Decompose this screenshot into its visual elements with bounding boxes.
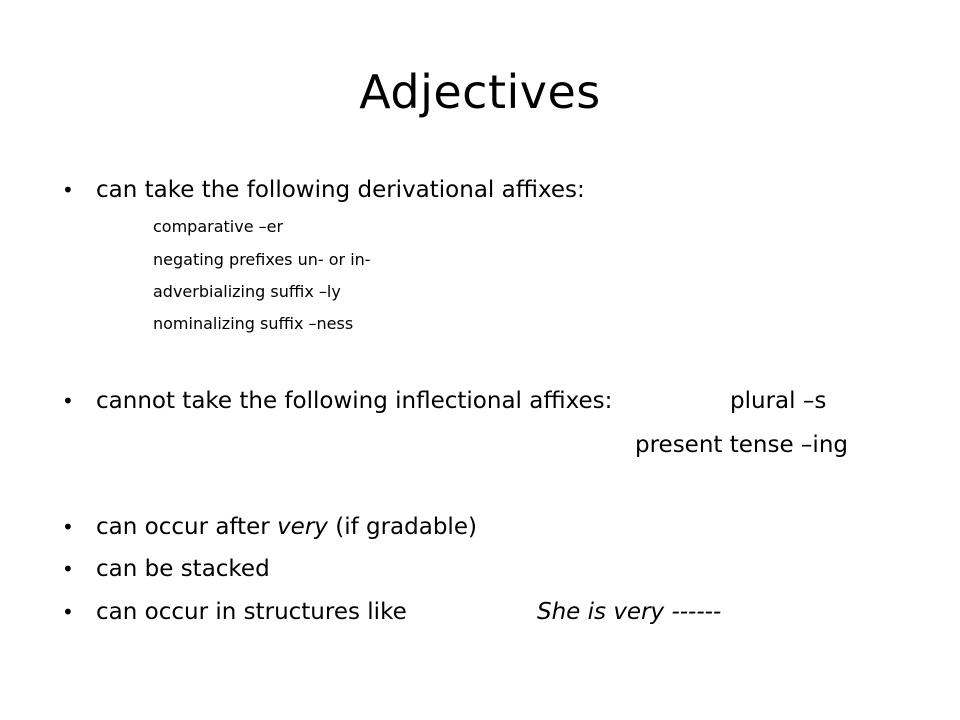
bullet-text: cannot take the following inflectional affixes: <box>96 388 613 414</box>
bullet-marker: • <box>62 515 74 539</box>
sub-item-negating: negating prefixes un- or in- <box>153 250 371 269</box>
slide-title: Adjectives <box>359 65 601 119</box>
sub-item-comparative: comparative –er <box>153 217 284 236</box>
example-text: She is very ------ <box>537 599 722 625</box>
bullet-text: can take the following derivational affixes: <box>96 177 585 203</box>
sub-item-adverbializing: adverbializing suffix –ly <box>153 282 341 301</box>
bullet-text: can occur in structures like <box>96 599 407 625</box>
bullet-marker: • <box>62 600 74 624</box>
aside-present-tense: present tense –ing <box>635 432 848 458</box>
bullet-marker: • <box>62 557 74 581</box>
bullet-text: can be stacked <box>96 556 270 582</box>
example-sentence <box>537 597 721 627</box>
bullet-text <box>96 512 477 542</box>
bullet-marker: • <box>62 178 74 202</box>
bullet-text-start: can occur after <box>96 514 278 540</box>
bullet-text-italic: very <box>277 514 328 540</box>
aside-plural: plural –s <box>730 388 827 414</box>
sub-item-nominalizing: nominalizing suffix –ness <box>153 314 354 333</box>
bullet-text-end: (if gradable) <box>327 514 477 540</box>
bullet-marker: • <box>62 389 74 413</box>
